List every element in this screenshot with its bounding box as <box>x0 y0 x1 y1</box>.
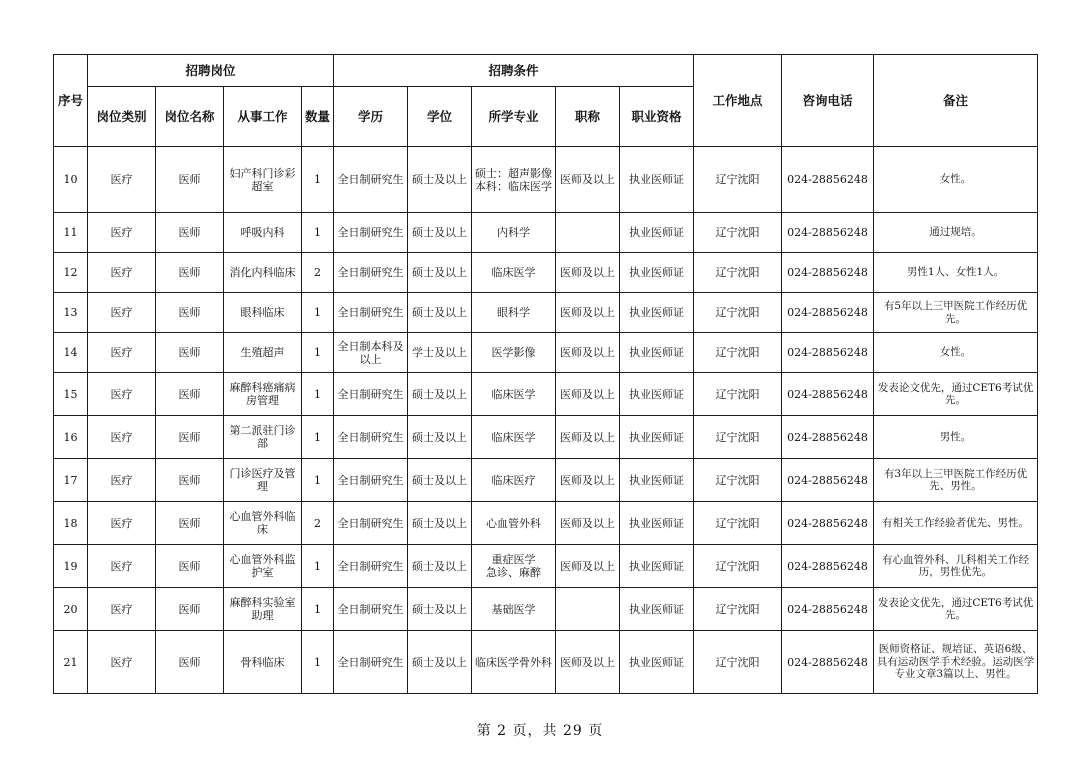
cell-qualification: 执业医师证 <box>620 502 694 545</box>
cell-work: 麻醉科癌痛病房管理 <box>224 373 302 416</box>
cell-location: 辽宁沈阳 <box>694 213 782 253</box>
cell-degree: 硕士及以上 <box>408 631 472 694</box>
cell-location: 辽宁沈阳 <box>694 373 782 416</box>
cell-location: 辽宁沈阳 <box>694 416 782 459</box>
header-work: 从事工作 <box>224 87 302 147</box>
cell-education: 全日制研究生 <box>334 253 408 293</box>
cell-category: 医疗 <box>88 631 156 694</box>
header-group-post: 招聘岗位 <box>88 55 334 87</box>
cell-phone: 024-28856248 <box>782 459 874 502</box>
cell-remark: 有3年以上三甲医院工作经历优先、男性。 <box>874 459 1038 502</box>
cell-category: 医疗 <box>88 459 156 502</box>
cell-location: 辽宁沈阳 <box>694 502 782 545</box>
cell-location: 辽宁沈阳 <box>694 333 782 373</box>
cell-remark: 男性。 <box>874 416 1038 459</box>
cell-work: 眼科临床 <box>224 293 302 333</box>
header-qualification: 职业资格 <box>620 87 694 147</box>
page-number: 第 2 页，共 29 页 <box>476 723 604 739</box>
cell-degree: 硕士及以上 <box>408 253 472 293</box>
cell-remark: 发表论文优先，通过CET6考试优先。 <box>874 373 1038 416</box>
cell-count: 1 <box>302 373 334 416</box>
cell-category: 医疗 <box>88 416 156 459</box>
cell-seq: 19 <box>54 545 88 588</box>
cell-phone: 024-28856248 <box>782 333 874 373</box>
table-row <box>54 502 1038 545</box>
cell-qualification: 执业医师证 <box>620 631 694 694</box>
cell-qualification: 执业医师证 <box>620 588 694 631</box>
cell-remark: 有心血管外科、儿科相关工作经历，男性优先。 <box>874 545 1038 588</box>
cell-education: 全日制研究生 <box>334 373 408 416</box>
cell-major: 临床医学 <box>472 253 556 293</box>
cell-degree: 硕士及以上 <box>408 293 472 333</box>
cell-title: 医师及以上 <box>556 545 620 588</box>
cell-post-name: 医师 <box>156 416 224 459</box>
cell-degree: 硕士及以上 <box>408 459 472 502</box>
cell-major: 基础医学 <box>472 588 556 631</box>
cell-remark: 有5年以上三甲医院工作经历优先。 <box>874 293 1038 333</box>
header-degree: 学位 <box>408 87 472 147</box>
cell-major: 医学影像 <box>472 333 556 373</box>
cell-post-name: 医师 <box>156 459 224 502</box>
cell-phone: 024-28856248 <box>782 545 874 588</box>
cell-seq: 18 <box>54 502 88 545</box>
cell-post-name: 医师 <box>156 253 224 293</box>
cell-location: 辽宁沈阳 <box>694 253 782 293</box>
cell-remark: 有相关工作经验者优先、男性。 <box>874 502 1038 545</box>
recruitment-table <box>53 54 1038 694</box>
cell-remark: 通过规培。 <box>874 213 1038 253</box>
cell-work: 骨科临床 <box>224 631 302 694</box>
cell-phone: 024-28856248 <box>782 293 874 333</box>
table-row <box>54 631 1038 694</box>
cell-degree: 硕士及以上 <box>408 213 472 253</box>
cell-count: 2 <box>302 253 334 293</box>
table-row <box>54 147 1038 213</box>
cell-work: 呼吸内科 <box>224 213 302 253</box>
table-row <box>54 333 1038 373</box>
cell-seq: 14 <box>54 333 88 373</box>
cell-work: 门诊医疗及管理 <box>224 459 302 502</box>
cell-work: 麻醉科实验室助理 <box>224 588 302 631</box>
cell-phone: 024-28856248 <box>782 502 874 545</box>
header-phone: 咨询电话 <box>782 55 874 147</box>
cell-remark: 男性1人、女性1人。 <box>874 253 1038 293</box>
table-row <box>54 459 1038 502</box>
cell-category: 医疗 <box>88 588 156 631</box>
cell-degree: 硕士及以上 <box>408 373 472 416</box>
cell-category: 医疗 <box>88 213 156 253</box>
cell-location: 辽宁沈阳 <box>694 588 782 631</box>
cell-phone: 024-28856248 <box>782 253 874 293</box>
cell-post-name: 医师 <box>156 373 224 416</box>
cell-work: 心血管外科临床 <box>224 502 302 545</box>
cell-category: 医疗 <box>88 502 156 545</box>
cell-location: 辽宁沈阳 <box>694 459 782 502</box>
cell-count: 1 <box>302 147 334 213</box>
cell-education: 全日制本科及以上 <box>334 333 408 373</box>
cell-count: 1 <box>302 213 334 253</box>
cell-phone: 024-28856248 <box>782 213 874 253</box>
cell-post-name: 医师 <box>156 293 224 333</box>
cell-major: 硕士：超声影像 本科：临床医学 <box>472 147 556 213</box>
header-title: 职称 <box>556 87 620 147</box>
cell-count: 1 <box>302 459 334 502</box>
cell-location: 辽宁沈阳 <box>694 293 782 333</box>
header-seq: 序号 <box>54 55 88 147</box>
cell-post-name: 医师 <box>156 213 224 253</box>
cell-category: 医疗 <box>88 253 156 293</box>
cell-count: 1 <box>302 333 334 373</box>
cell-post-name: 医师 <box>156 333 224 373</box>
cell-major: 眼科学 <box>472 293 556 333</box>
cell-count: 1 <box>302 293 334 333</box>
cell-location: 辽宁沈阳 <box>694 147 782 213</box>
header-remark: 备注 <box>874 55 1038 147</box>
cell-seq: 17 <box>54 459 88 502</box>
header-major: 所学专业 <box>472 87 556 147</box>
cell-degree: 硕士及以上 <box>408 588 472 631</box>
cell-post-name: 医师 <box>156 502 224 545</box>
cell-degree: 硕士及以上 <box>408 416 472 459</box>
cell-education: 全日制研究生 <box>334 416 408 459</box>
cell-seq: 13 <box>54 293 88 333</box>
cell-seq: 10 <box>54 147 88 213</box>
cell-education: 全日制研究生 <box>334 293 408 333</box>
cell-location: 辽宁沈阳 <box>694 545 782 588</box>
cell-title: 医师及以上 <box>556 373 620 416</box>
cell-title <box>556 588 620 631</box>
cell-remark: 女性。 <box>874 147 1038 213</box>
cell-work: 第二派驻门诊部 <box>224 416 302 459</box>
cell-degree: 学士及以上 <box>408 333 472 373</box>
cell-count: 2 <box>302 502 334 545</box>
cell-title: 医师及以上 <box>556 502 620 545</box>
cell-major: 心血管外科 <box>472 502 556 545</box>
cell-qualification: 执业医师证 <box>620 333 694 373</box>
cell-phone: 024-28856248 <box>782 373 874 416</box>
cell-category: 医疗 <box>88 373 156 416</box>
header-count: 数量 <box>302 87 334 147</box>
table-row <box>54 416 1038 459</box>
cell-phone: 024-28856248 <box>782 147 874 213</box>
cell-seq: 15 <box>54 373 88 416</box>
header-location: 工作地点 <box>694 55 782 147</box>
cell-qualification: 执业医师证 <box>620 545 694 588</box>
cell-title <box>556 213 620 253</box>
cell-remark: 医师资格证、规培证、英语6级、具有运动医学手术经验。运动医学专业文章3篇以上、男性。 <box>874 631 1038 694</box>
cell-education: 全日制研究生 <box>334 545 408 588</box>
cell-qualification: 执业医师证 <box>620 416 694 459</box>
cell-category: 医疗 <box>88 293 156 333</box>
cell-seq: 16 <box>54 416 88 459</box>
cell-work: 心血管外科监护室 <box>224 545 302 588</box>
cell-category: 医疗 <box>88 333 156 373</box>
cell-major: 临床医学 <box>472 416 556 459</box>
header-group-conditions: 招聘条件 <box>334 55 694 87</box>
cell-title: 医师及以上 <box>556 631 620 694</box>
cell-work: 消化内科临床 <box>224 253 302 293</box>
table-row <box>54 545 1038 588</box>
cell-phone: 024-28856248 <box>782 588 874 631</box>
cell-count: 1 <box>302 545 334 588</box>
table-row <box>54 253 1038 293</box>
cell-major: 重症医学 急诊、麻醉 <box>472 545 556 588</box>
cell-seq: 12 <box>54 253 88 293</box>
cell-degree: 硕士及以上 <box>408 545 472 588</box>
cell-work: 妇产科门诊彩超室 <box>224 147 302 213</box>
cell-phone: 024-28856248 <box>782 631 874 694</box>
cell-title: 医师及以上 <box>556 147 620 213</box>
table-row <box>54 588 1038 631</box>
cell-remark: 女性。 <box>874 333 1038 373</box>
cell-post-name: 医师 <box>156 147 224 213</box>
cell-qualification: 执业医师证 <box>620 293 694 333</box>
cell-degree: 硕士及以上 <box>408 147 472 213</box>
cell-work: 生殖超声 <box>224 333 302 373</box>
cell-education: 全日制研究生 <box>334 631 408 694</box>
cell-category: 医疗 <box>88 545 156 588</box>
cell-education: 全日制研究生 <box>334 502 408 545</box>
cell-major: 内科学 <box>472 213 556 253</box>
cell-count: 1 <box>302 631 334 694</box>
cell-qualification: 执业医师证 <box>620 147 694 213</box>
cell-major: 临床医学骨外科 <box>472 631 556 694</box>
table-row <box>54 293 1038 333</box>
cell-remark: 发表论文优先，通过CET6考试优先。 <box>874 588 1038 631</box>
cell-major: 临床医疗 <box>472 459 556 502</box>
cell-count: 1 <box>302 416 334 459</box>
cell-seq: 20 <box>54 588 88 631</box>
cell-title: 医师及以上 <box>556 333 620 373</box>
cell-education: 全日制研究生 <box>334 588 408 631</box>
cell-title: 医师及以上 <box>556 416 620 459</box>
cell-seq: 11 <box>54 213 88 253</box>
cell-post-name: 医师 <box>156 631 224 694</box>
cell-seq: 21 <box>54 631 88 694</box>
header-category: 岗位类别 <box>88 87 156 147</box>
cell-education: 全日制研究生 <box>334 459 408 502</box>
cell-education: 全日制研究生 <box>334 147 408 213</box>
cell-qualification: 执业医师证 <box>620 213 694 253</box>
cell-title: 医师及以上 <box>556 459 620 502</box>
cell-title: 医师及以上 <box>556 253 620 293</box>
cell-education: 全日制研究生 <box>334 213 408 253</box>
cell-qualification: 执业医师证 <box>620 459 694 502</box>
header-education: 学历 <box>334 87 408 147</box>
cell-qualification: 执业医师证 <box>620 373 694 416</box>
cell-phone: 024-28856248 <box>782 416 874 459</box>
cell-qualification: 执业医师证 <box>620 253 694 293</box>
cell-post-name: 医师 <box>156 545 224 588</box>
cell-major: 临床医学 <box>472 373 556 416</box>
cell-location: 辽宁沈阳 <box>694 631 782 694</box>
table-body <box>54 147 1038 694</box>
cell-title: 医师及以上 <box>556 293 620 333</box>
table-row <box>54 213 1038 253</box>
table-row <box>54 373 1038 416</box>
cell-post-name: 医师 <box>156 588 224 631</box>
cell-count: 1 <box>302 588 334 631</box>
header-post-name: 岗位名称 <box>156 87 224 147</box>
cell-degree: 硕士及以上 <box>408 502 472 545</box>
cell-category: 医疗 <box>88 147 156 213</box>
